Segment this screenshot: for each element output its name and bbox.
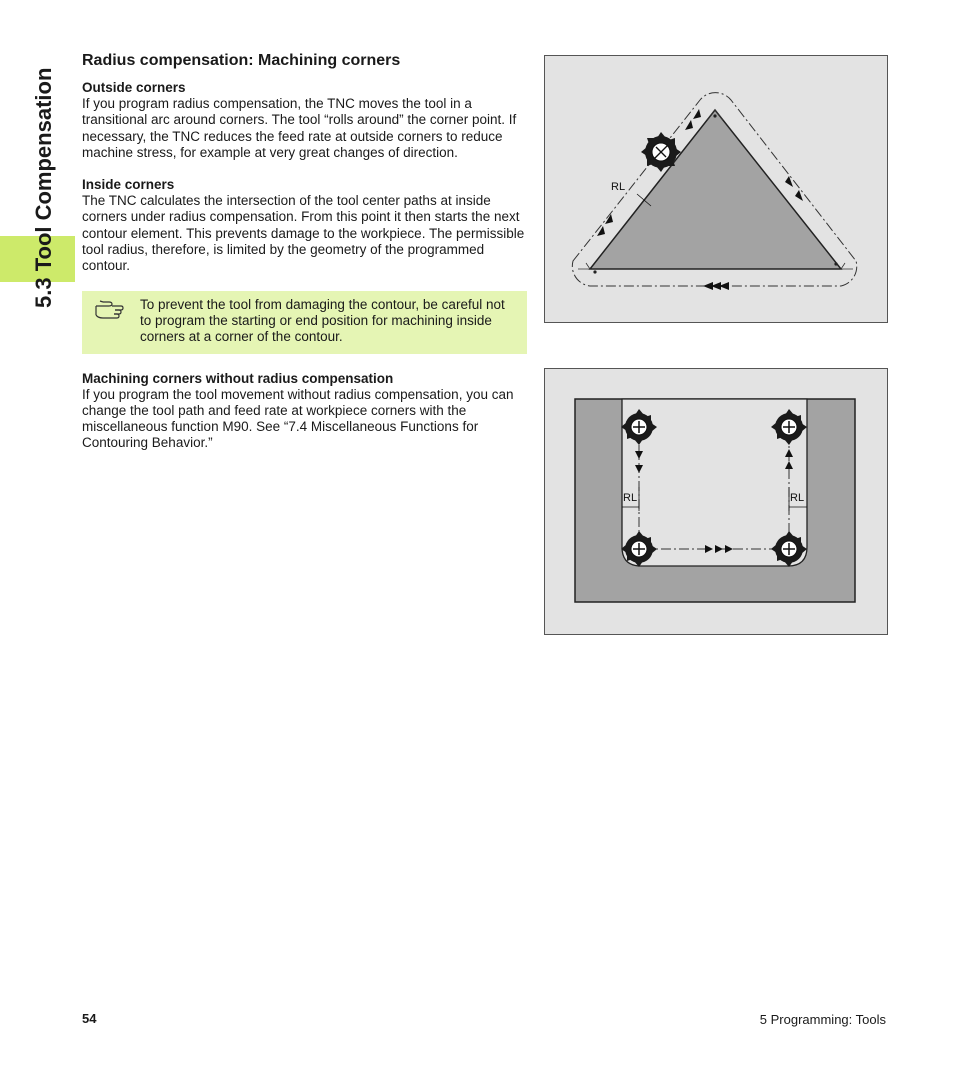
rl-label: RL [611,181,626,193]
inside-corners-text: The TNC calculates the intersection of the tool center paths at inside corners under radius compensation. From this point it then starts the next contour element. This prevents damage to the workpiece. The permissible tool radius, therefore, is limited by the geometry of the programmed contour. [82,193,525,274]
note-text: To prevent the tool from damaging the contour, be careful not to program the starting or end position for machining inside corners at a corner of the contour. [140,296,505,345]
outside-corners-text: If you program radius compensation, the TNC moves the tool in a transitional arc around corners. The tool “rolls around” the corner point. If necessary, the TNC reduces the feed rate at outside corners to reduce machine stress, for example at very great changes of direction. [82,96,517,160]
rl-label-left: RL [623,492,638,504]
without-comp-heading: Machining corners without radius compensation [82,370,394,386]
outside-corners-heading: Outside corners [82,80,186,95]
without-comp-text: If you program the tool movement without radius compensation, you can change the tool path and feed rate at workpiece corners with the miscellaneous function M90. See “7.4 Miscellaneous Functions for Contouring Behavior.” [82,386,514,451]
rl-label-right: RL [790,492,805,504]
outside-corners-figure [544,55,888,323]
inside-corners-diagram [545,369,887,634]
pointing-hand-icon [82,297,140,346]
inside-corners-figure [544,368,888,635]
chapter-title: 5.3 Tool Compensation [31,67,56,308]
note-box [82,291,527,354]
footer-chapter: 5 Programming: Tools [759,1012,886,1027]
outside-corners-diagram [545,56,887,322]
triangle-workpiece [590,110,841,269]
main-text-column [82,52,527,468]
inside-corners-heading: Inside corners [82,177,175,193]
page-number: 54 [82,1011,97,1026]
milling-tool [641,132,681,172]
section-title: Radius compensation: Machining corners [82,52,401,69]
